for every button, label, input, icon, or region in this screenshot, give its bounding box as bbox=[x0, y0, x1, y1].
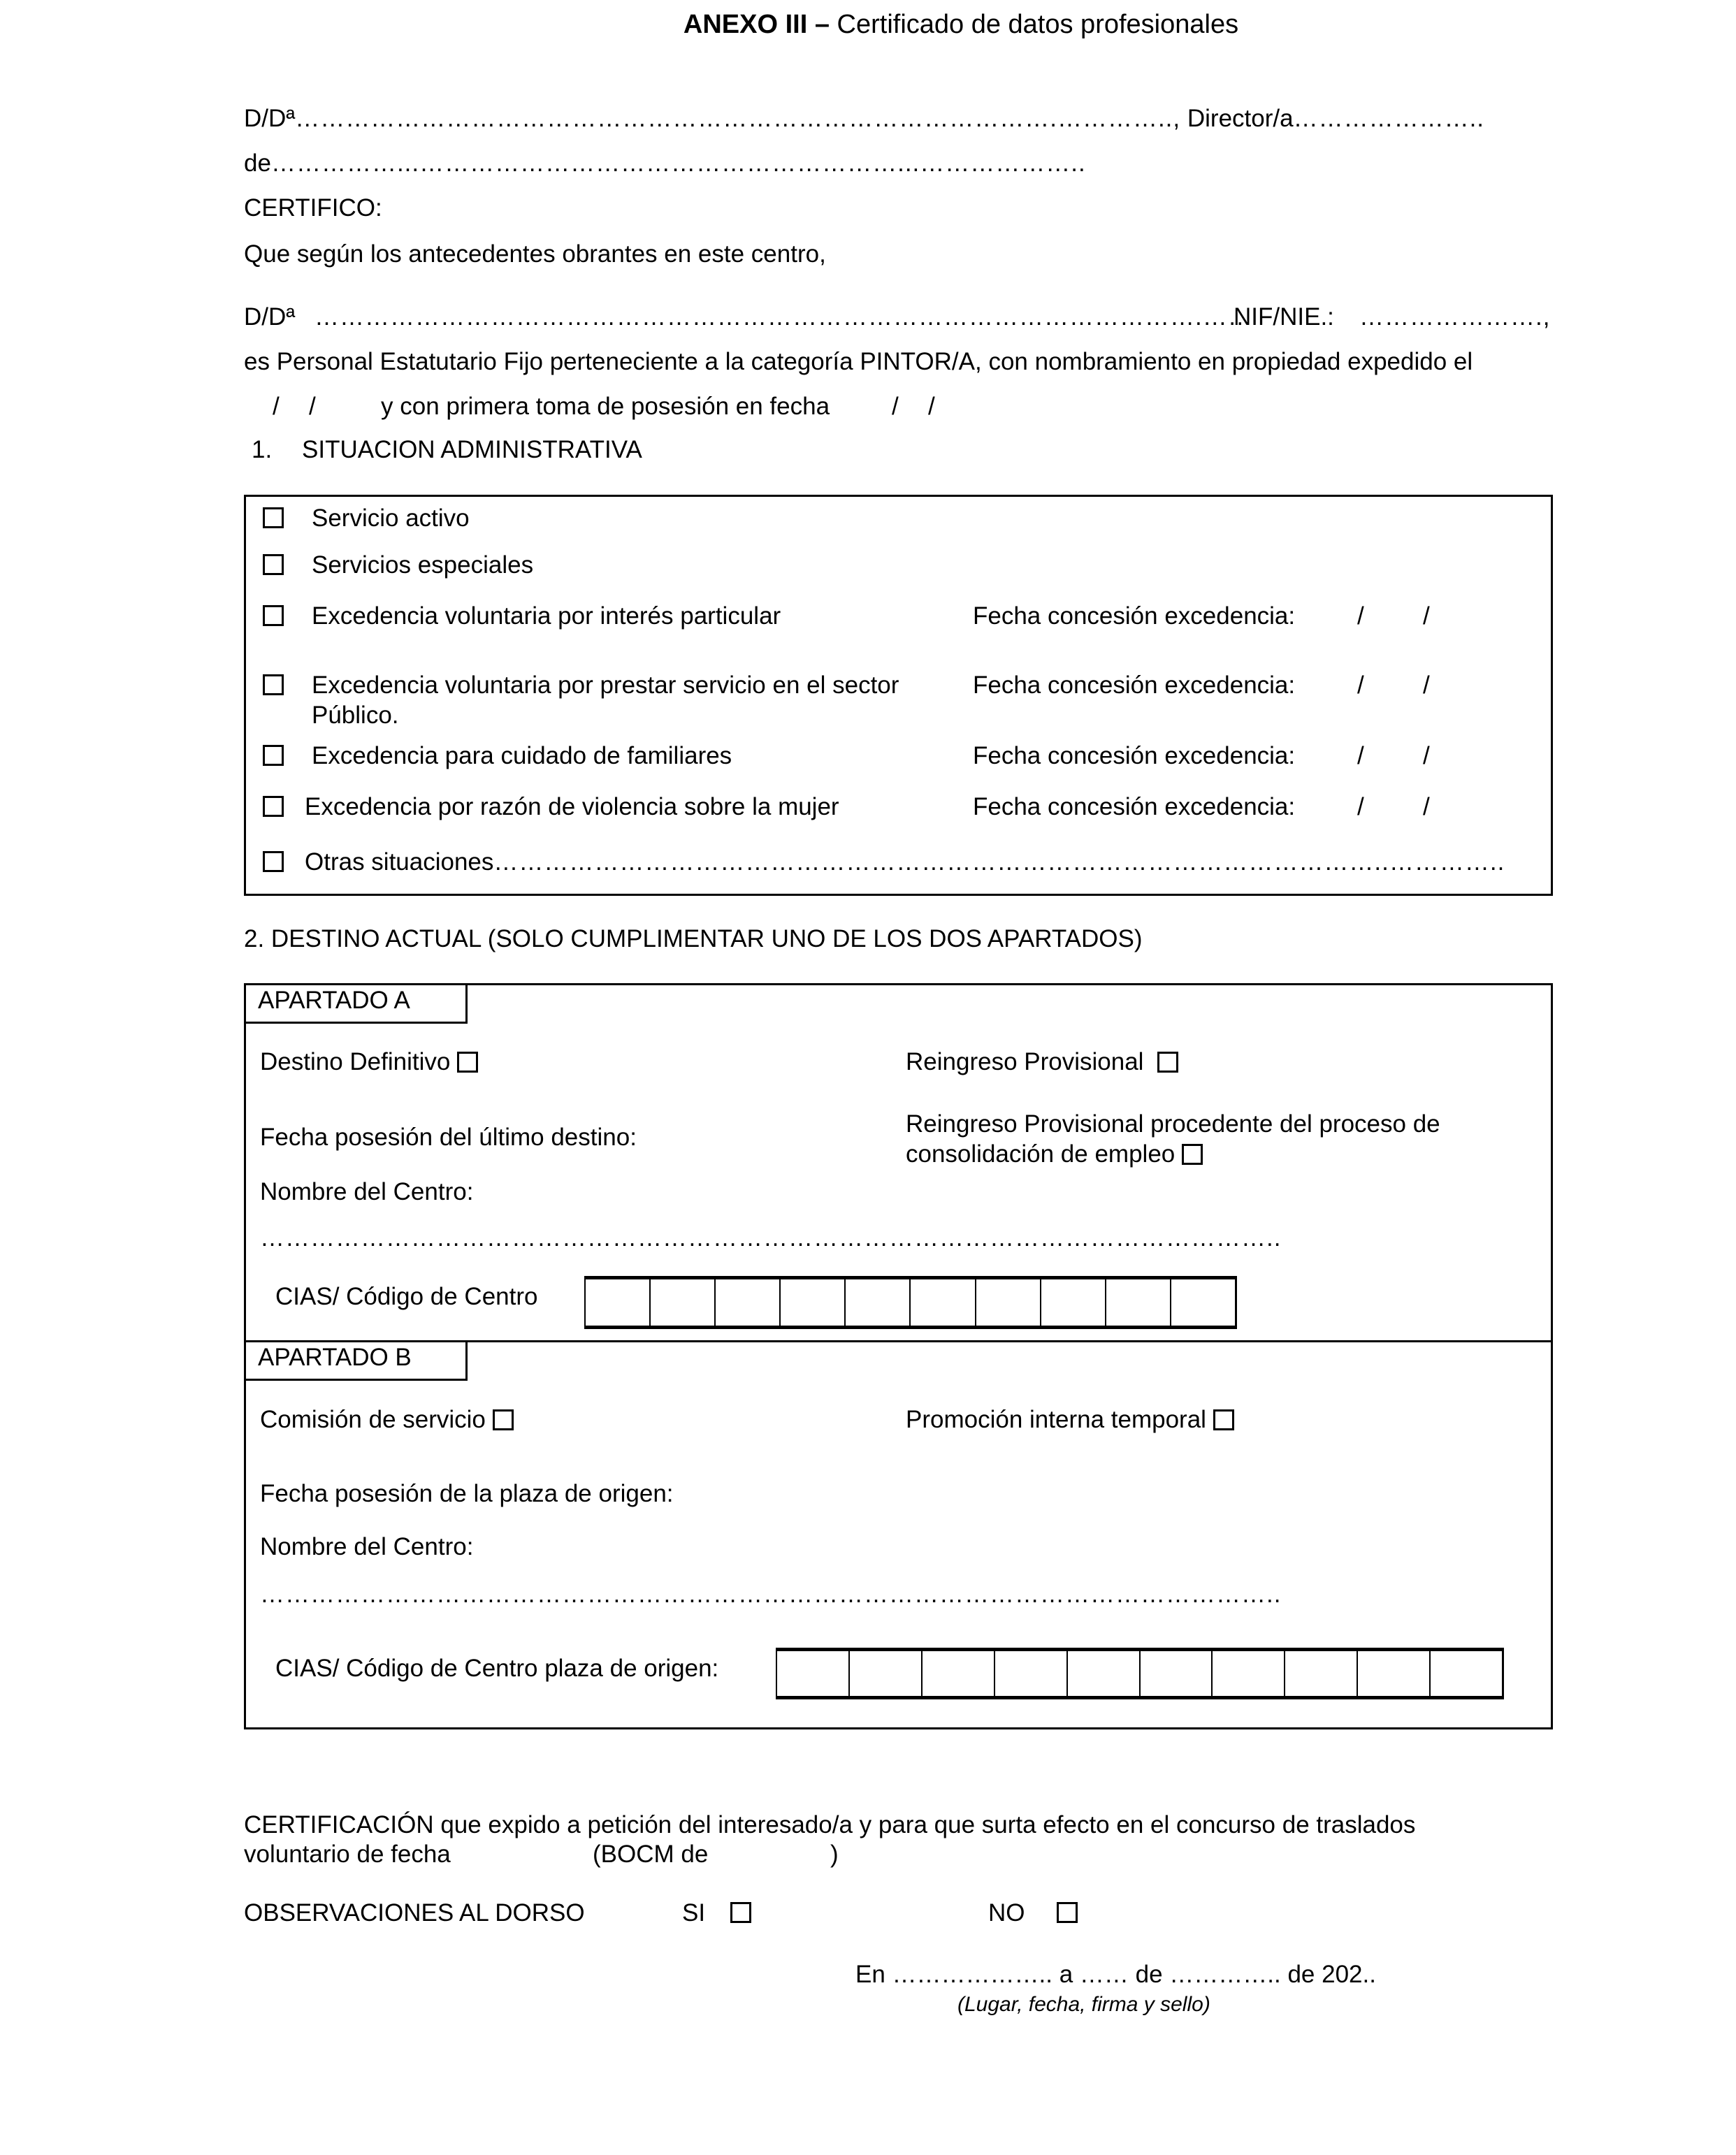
appointment-date-sep-1: / bbox=[273, 393, 280, 420]
director-name-field[interactable]: ……………………………………………………………………………….………….., bbox=[295, 105, 1181, 132]
servicio-activo-label: Servicio activo bbox=[312, 505, 470, 532]
reingreso-consolidacion-label-1: Reingreso Provisional procedente del proceso de bbox=[906, 1110, 1440, 1138]
reingreso-provisional-label: Reingreso Provisional bbox=[906, 1048, 1144, 1075]
date-sep: / bbox=[1357, 742, 1364, 769]
apartado-b-tag: APARTADO B bbox=[244, 1340, 468, 1381]
date-sep: / bbox=[1357, 672, 1364, 699]
excedencia-sector-publico-label-2: Público. bbox=[312, 702, 399, 729]
title-annex: ANEXO III – bbox=[683, 10, 830, 39]
title-text: Certificado de datos profesionales bbox=[829, 10, 1239, 39]
cias-digit-cell[interactable] bbox=[909, 1279, 974, 1326]
cias-digit-cell[interactable] bbox=[1139, 1651, 1212, 1696]
date-sep: / bbox=[1423, 602, 1430, 630]
nombre-centro-a-label: Nombre del Centro: bbox=[260, 1178, 474, 1205]
excedencia-violencia-date-label: Fecha concesión excedencia: bbox=[973, 793, 1296, 820]
observaciones-si-label: SI bbox=[682, 1899, 706, 1927]
cias-b-grid bbox=[776, 1648, 1504, 1699]
posesion-date-sep-2: / bbox=[928, 393, 935, 420]
cias-digit-cell[interactable] bbox=[779, 1279, 844, 1326]
comision-servicio-row bbox=[260, 1406, 514, 1434]
date-sep: / bbox=[1423, 742, 1430, 769]
excedencia-interes-label: Excedencia voluntaria por interés particular bbox=[312, 602, 781, 630]
cias-digit-cell[interactable] bbox=[921, 1651, 994, 1696]
director-label: D/Dª bbox=[244, 105, 296, 132]
employee-label: D/Dª bbox=[244, 303, 296, 331]
posesion-date-sep-1: / bbox=[892, 393, 899, 420]
otras-situaciones-label: Otras situaciones bbox=[305, 848, 494, 876]
cias-digit-cell[interactable] bbox=[1066, 1651, 1139, 1696]
nif-field[interactable]: …………………., bbox=[1359, 303, 1551, 331]
center-field[interactable]: ……………...…………………………………………………...……………….. bbox=[270, 150, 1086, 177]
section2-heading: 2. DESTINO ACTUAL (SOLO CUMPLIMENTAR UNO DE LOS DOS APARTADOS) bbox=[244, 925, 1143, 952]
nif-label: NIF/NIE.: bbox=[1234, 303, 1334, 331]
nombre-centro-a-field[interactable]: ………………………………………………………………………………………………………….. bbox=[260, 1224, 1282, 1251]
center-label: de bbox=[244, 150, 271, 177]
destino-definitivo-row bbox=[260, 1048, 478, 1076]
certifico-label: CERTIFICO: bbox=[244, 194, 382, 222]
signature-hint: (Lugar, fecha, firma y sello) bbox=[957, 1993, 1210, 2016]
cias-digit-cell[interactable] bbox=[714, 1279, 779, 1326]
otras-situaciones-line bbox=[305, 848, 1505, 876]
excedencia-violencia-checkbox[interactable] bbox=[263, 796, 284, 817]
reingreso-provisional-row bbox=[906, 1048, 1178, 1076]
director-role-field[interactable]: ………………….. bbox=[1293, 105, 1485, 132]
excedencia-familiares-date-label: Fecha concesión excedencia: bbox=[973, 742, 1296, 769]
certificacion-text-2b: (BOCM de bbox=[593, 1841, 709, 1868]
cias-digit-cell[interactable] bbox=[975, 1279, 1040, 1326]
otras-situaciones-field[interactable]: ……………………………………………………………………………………………..………….. bbox=[493, 848, 1505, 876]
cias-b-label: CIAS/ Código de Centro plaza de origen: bbox=[275, 1655, 719, 1682]
date-sep: / bbox=[1423, 793, 1430, 820]
fecha-posesion-plaza-origen-label: Fecha posesión de la plaza de origen: bbox=[260, 1480, 674, 1507]
place-date-line[interactable]: En ……………….. a …… de ………….. de 202.. bbox=[855, 1961, 1376, 1988]
cias-digit-cell[interactable] bbox=[777, 1651, 848, 1696]
cias-digit-cell[interactable] bbox=[1040, 1279, 1105, 1326]
certificacion-text-1: CERTIFICACIÓN que expido a petición del interesado/a y para que surta efecto en el concurso de traslados bbox=[244, 1811, 1416, 1838]
promocion-interna-row bbox=[906, 1406, 1234, 1434]
promocion-interna-label: Promoción interna temporal bbox=[906, 1406, 1206, 1433]
certificacion-text-2a: voluntario de fecha bbox=[244, 1841, 451, 1868]
nombre-centro-b-label: Nombre del Centro: bbox=[260, 1533, 474, 1560]
excedencia-familiares-label: Excedencia para cuidado de familiares bbox=[312, 742, 732, 769]
date-sep: / bbox=[1357, 793, 1364, 820]
cias-digit-cell[interactable] bbox=[1211, 1651, 1284, 1696]
otras-situaciones-checkbox[interactable] bbox=[263, 851, 284, 872]
cias-a-label: CIAS/ Código de Centro bbox=[275, 1283, 538, 1310]
observaciones-label: OBSERVACIONES AL DORSO bbox=[244, 1899, 585, 1927]
excedencia-interes-checkbox[interactable] bbox=[263, 605, 284, 626]
cias-digit-cell[interactable] bbox=[1429, 1651, 1502, 1696]
date-sep: / bbox=[1357, 602, 1364, 630]
destino-definitivo-label: Destino Definitivo bbox=[260, 1048, 451, 1075]
cias-digit-cell[interactable] bbox=[586, 1279, 649, 1326]
employee-name-field[interactable]: …………………………………………………………………………………………….…… bbox=[314, 303, 1253, 331]
nombre-centro-b-field[interactable]: ………………………………………………………………………………………………………….. bbox=[260, 1581, 1282, 1608]
fecha-posesion-ultimo-destino-label: Fecha posesión del último destino: bbox=[260, 1124, 637, 1151]
reingreso-consolidacion-label-2: consolidación de empleo bbox=[906, 1140, 1176, 1168]
cias-digit-cell[interactable] bbox=[1357, 1651, 1429, 1696]
apartado-a-tag: APARTADO A bbox=[244, 983, 468, 1024]
toma-posesion-text: y con primera toma de posesión en fecha bbox=[381, 393, 830, 420]
observaciones-no-checkbox[interactable] bbox=[1057, 1902, 1078, 1923]
excedencia-familiares-checkbox[interactable] bbox=[263, 745, 284, 766]
director-role-label: Director/a bbox=[1180, 105, 1294, 132]
reingreso-provisional-checkbox[interactable] bbox=[1157, 1052, 1178, 1073]
comision-servicio-checkbox[interactable] bbox=[493, 1409, 514, 1430]
destino-definitivo-checkbox[interactable] bbox=[457, 1052, 478, 1073]
comision-servicio-label: Comisión de servicio bbox=[260, 1406, 486, 1433]
page-title bbox=[0, 10, 1736, 41]
appointment-date-sep-2: / bbox=[309, 393, 316, 420]
cias-digit-cell[interactable] bbox=[649, 1279, 714, 1326]
excedencia-interes-date-label: Fecha concesión excedencia: bbox=[973, 602, 1296, 630]
date-sep: / bbox=[1423, 672, 1430, 699]
servicios-especiales-label: Servicios especiales bbox=[312, 551, 534, 579]
cias-digit-cell[interactable] bbox=[848, 1651, 921, 1696]
excedencia-sector-publico-label: Excedencia voluntaria por prestar servicio en el sector bbox=[312, 672, 899, 699]
reingreso-consolidacion-checkbox[interactable] bbox=[1182, 1144, 1203, 1165]
cias-digit-cell[interactable] bbox=[1170, 1279, 1235, 1326]
cias-digit-cell[interactable] bbox=[994, 1651, 1066, 1696]
statement-text: es Personal Estatutario Fijo perteneciente a la categoría PINTOR/A, con nombramiento en propiedad expedido el bbox=[244, 348, 1473, 375]
intro-text: Que según los antecedentes obrantes en este centro, bbox=[244, 240, 826, 268]
observaciones-si-checkbox[interactable] bbox=[730, 1902, 751, 1923]
promocion-interna-checkbox[interactable] bbox=[1213, 1409, 1234, 1430]
director-line bbox=[244, 105, 1484, 133]
cias-a-grid bbox=[584, 1276, 1237, 1329]
cias-digit-cell[interactable] bbox=[844, 1279, 909, 1326]
servicios-especiales-checkbox[interactable] bbox=[263, 554, 284, 575]
servicio-activo-checkbox[interactable] bbox=[263, 507, 284, 528]
excedencia-sector-publico-date-label: Fecha concesión excedencia: bbox=[973, 672, 1296, 699]
excedencia-sector-publico-checkbox[interactable] bbox=[263, 674, 284, 695]
observaciones-no-label: NO bbox=[988, 1899, 1025, 1927]
excedencia-violencia-label: Excedencia por razón de violencia sobre la mujer bbox=[305, 793, 839, 820]
center-line bbox=[244, 150, 1086, 177]
certificacion-text-2c: ) bbox=[830, 1841, 839, 1868]
section1-heading: SITUACION ADMINISTRATIVA bbox=[302, 436, 642, 463]
section1-number: 1. bbox=[252, 436, 273, 463]
reingreso-consolidacion-row bbox=[906, 1140, 1203, 1168]
cias-digit-cell[interactable] bbox=[1105, 1279, 1170, 1326]
cias-digit-cell[interactable] bbox=[1284, 1651, 1357, 1696]
